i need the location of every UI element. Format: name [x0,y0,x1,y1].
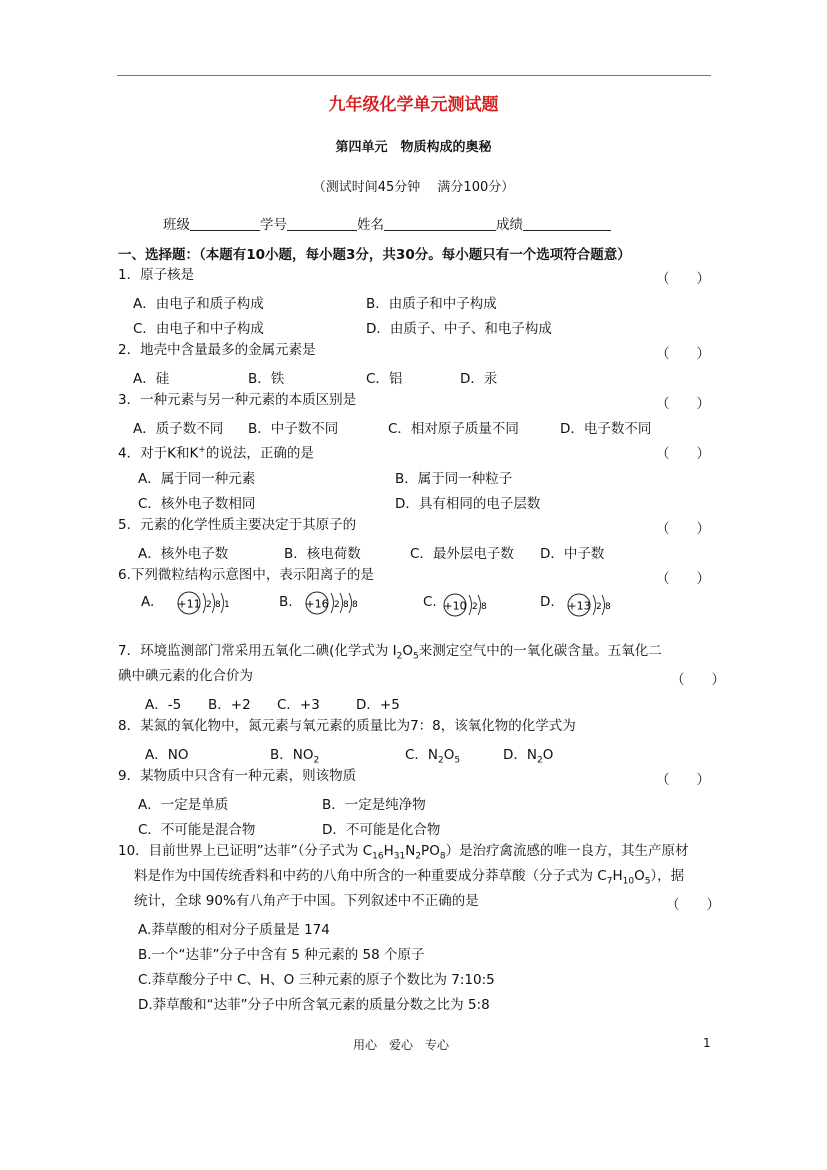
q7-option-c: C．+3 [277,697,320,713]
q3-answer-paren: （ ） [656,396,710,412]
q4-stem-text-2: 的说法，正确的是 [205,445,314,462]
q2-option-c: C．铝 [366,371,403,387]
q10-sub: 16 [372,851,384,862]
shell-count-b2: 8 [343,600,349,610]
q2-answer-paren: （ ） [656,346,710,362]
nucleus-label-b: +16 [305,597,329,611]
shell-count-b1: 2 [334,600,340,610]
class-label: 班级 [163,217,190,233]
shell-count-b3: 8 [352,600,358,610]
q8-b-sub: 2 [313,755,320,766]
q2-option-d: D．汞 [460,371,498,387]
atom-diagram-c [441,591,501,619]
shell-count-c2: 8 [481,602,487,612]
q10-sub: 7 [606,876,613,887]
shell-count-c1: 2 [472,602,478,612]
page-number: 1 [703,1036,711,1050]
q1-stem: 1．原子核是 [118,267,195,283]
q4-option-c: C．核外电子数相同 [138,496,256,512]
q7-option-b: B．+2 [208,697,251,713]
q10-text-3: 料是作为中国传统香料和中药的八角中所含的一种重要成分莽草酸（分子式为 C [134,868,607,884]
q2-option-a: A．硅 [133,371,170,387]
q8-d-sub: 2 [537,755,543,766]
q10-text: 10．目前世界上已证明”达菲”（分子式为 C [118,843,373,859]
q6-option-b: B. [279,594,293,610]
q10-sub: 10 [622,876,635,887]
q1-option-c: C．由电子和中子构成 [133,321,264,337]
q10-stem-line3: 统计，全球 90%有八角产于中国。下列叙述中不正确的是 [134,893,479,909]
nucleus-label-d: +13 [567,599,591,613]
q8-d-text-2: O [542,747,554,763]
q4-option-a: A．属于同一种元素 [138,471,256,487]
q9-answer-paren: （ ） [656,772,710,788]
q7-stem-line2: 碘中碘元素的化合价为 [118,668,253,684]
q3-stem: 3．一种元素与另一种元素的本质区别是 [118,392,357,408]
q7-option-d: D．+5 [356,697,400,713]
atom-diagram-d [565,591,625,619]
q5-option-c: C．最外层电子数 [410,546,514,562]
q5-option-b: B．核电荷数 [284,546,361,562]
page-title: 九年级化学单元测试题 [328,95,499,115]
q8-c-sub-2: 5 [454,755,461,766]
header-rule [117,75,711,76]
q10-option-c: C.莽草酸分子中 C、H、O 三种元素的原子个数比为 7:10:5 [138,972,495,988]
score-label: 成绩 [496,217,523,233]
q8-c-text: C．N [405,747,439,763]
q8-c-sub: 2 [438,755,444,766]
q7-formula-o: O [402,643,414,659]
q9-option-b: B．一定是纯净物 [322,797,426,813]
q10-answer-paren: （ ） [666,897,720,913]
q7-answer-paren: （ ） [671,672,725,688]
q8-stem: 8．某氮的氧化物中，氮元素与氧元素的质量比为7：8，该氧化物的化学式为 [118,718,576,734]
q8-c-text-2: O [443,747,455,763]
q8-b-text: B．NO [270,747,314,763]
q10-stem-line1 [118,843,689,865]
score-blank[interactable] [523,216,611,231]
q10-formula-h: H [383,843,394,859]
q1-option-d: D．由质子、中子、和电子构成 [366,321,552,337]
q5-option-a: A．核外电子数 [138,546,229,562]
q10-sub: 5 [644,876,651,887]
q1-option-b: B．由质子和中子构成 [366,296,497,312]
q10-option-a: A.莽草酸的相对分子质量是 174 [138,922,330,938]
q6-option-d: D. [540,594,555,610]
q2-option-b: B．铁 [248,371,285,387]
name-label: 姓名 [357,217,384,233]
q3-option-c: C．相对原子质量不同 [388,421,519,437]
q7-stem-line1 [118,643,662,665]
q9-stem: 9．某物质中只含有一种元素，则该物质 [118,768,357,784]
class-blank[interactable] [190,216,260,231]
student-info-line [163,213,611,233]
shell-count-d1: 2 [596,602,602,612]
q1-option-a: A．由电子和质子构成 [133,296,264,312]
q9-option-c: C．不可能是混合物 [138,822,256,838]
shell-count-d2: 8 [605,602,611,612]
q9-option-d: D．不可能是化合物 [322,822,441,838]
atom-diagram-a [175,589,245,617]
q4-option-b: B．属于同一种粒子 [395,471,513,487]
nucleus-label-c: +10 [443,599,467,613]
shell-count-a1: 2 [206,600,212,610]
time-info: （测试时间45分钟 满分100分） [312,180,515,195]
q4-option-d: D．具有相同的电子层数 [395,496,541,512]
q10-formula-po: PO [421,843,440,859]
q6-option-a: A. [141,594,155,610]
q7-sub: 2 [396,651,403,662]
q10-text-4: ），据 [650,868,685,884]
footer-motto: 用心 爱心 专心 [353,1038,450,1052]
q3-option-b: B．中子数不同 [248,421,339,437]
q6-answer-paren: （ ） [656,571,710,587]
q5-answer-paren: （ ） [656,521,710,537]
q10-sub: 2 [415,851,422,862]
atom-diagram-b [303,589,373,617]
q5-stem: 5．元素的化学性质主要决定于其原子的 [118,517,357,533]
shell-count-a3: 1 [224,600,230,610]
q10-formula-h2: H [612,868,623,884]
shell-count-a2: 8 [215,600,221,610]
q6-option-c: C. [423,594,437,610]
nucleus-label-a: +11 [177,597,201,611]
q8-option-c [405,743,460,766]
q7-sub: 5 [413,651,419,662]
id-blank[interactable] [287,216,357,231]
q10-option-d: D.莽草酸和“达菲”分子中所含氧元素的质量分数之比为 5:8 [138,997,490,1013]
q5-option-d: D．中子数 [540,546,605,562]
q3-option-a: A．质子数不同 [133,421,224,437]
q8-option-b [270,743,319,766]
q10-option-b: B.一个“达菲”分子中含有 5 种元素的 58 个原子 [138,947,425,963]
q4-answer-paren: （ ） [656,446,710,462]
q10-formula-o2: O [634,868,645,884]
q2-stem: 2．地壳中含量最多的金属元素是 [118,342,316,358]
q7-option-a: A．-5 [145,697,182,713]
q4-superscript: + [198,445,206,455]
q8-d-text: D．N [503,747,537,763]
id-label: 学号 [260,217,287,233]
q4-stem [118,442,314,462]
q10-stem-line2 [134,868,684,890]
q4-stem-text: 4．对于K和K [118,445,199,462]
q1-answer-paren: （ ） [656,271,710,287]
q9-option-a: A．一定是单质 [138,797,229,813]
unit-title: 第四单元 物质构成的奥秘 [335,140,492,155]
q10-text-2: ）是治疗禽流感的唯一良方，其生产原材 [445,843,689,859]
q10-sub: 31 [393,851,406,862]
name-blank[interactable] [384,216,496,231]
q3-option-d: D．电子数不同 [560,421,652,437]
q8-option-d [503,743,553,766]
q7-text: 7．环境监测部门常采用五氧化二碘(化学式为 I [118,643,397,659]
q7-text-2: 来测定空气中的一氧化碳含量。五氧化二 [418,643,662,659]
q8-option-a: A．NO [145,747,189,763]
q10-sub: 8 [439,851,446,862]
q10-formula-n: N [405,843,416,859]
section-title: 一、选择题：（本题有10小题，每小题3分，共30分。每小题只有一个选项符合题意） [118,247,631,263]
q6-stem: 6.下列微粒结构示意图中，表示阳离子的是 [118,567,374,583]
